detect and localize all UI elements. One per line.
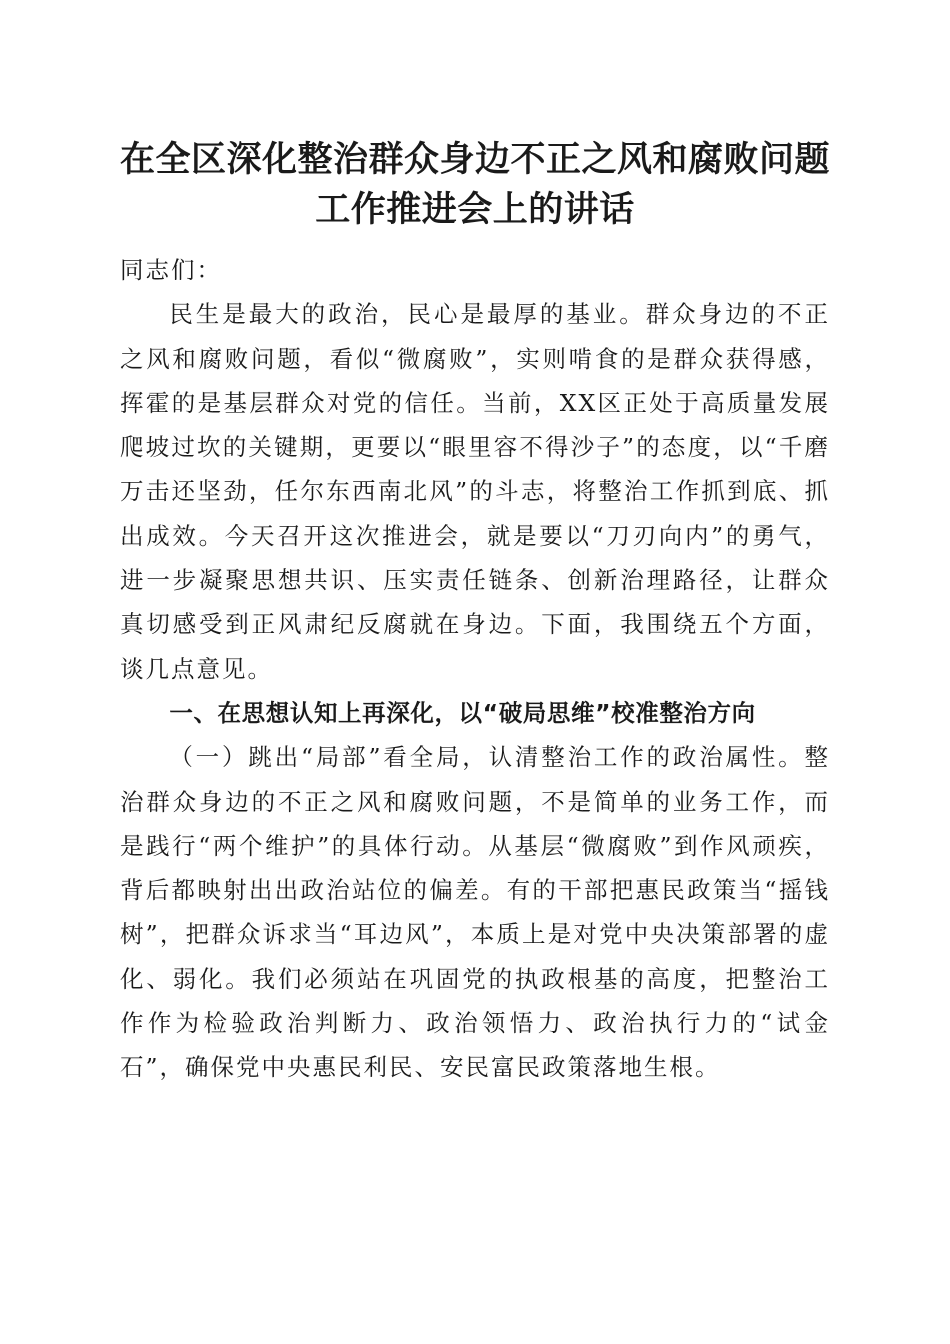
- document-title: [110, 135, 840, 235]
- salutation: 同志们：: [120, 256, 222, 284]
- intro-paragraph: 民生是最大的政治，民心是最厚的基业。群众身边的不正之风和腐败问题，看似“微腐败”，实则啃食的是群众获得感，挥霍的是基层群众对党的信任。当前，XX区正处于高质量发展爬坡过坎的关键期，更要以“眼里容不得沙子”的态度，以“千磨万击还坚劲，任尔东西南北风”的斗志，将整治工作抓到底、抓出成效。今天召开这次推进会，就是要以“刀刃向内”的勇气，进一步凝聚思想共识、压实责任链条、创新治理路径，让群众真切感受到正风肃纪反腐就在身边。下面，我围绕五个方面，谈几点意见。: [120, 300, 830, 683]
- document-body: [120, 248, 830, 1090]
- section-1-heading: 一、在思想认知上再深化，以“破局思维”校准整治方向: [169, 698, 756, 727]
- section-1-subsection-1: （一）跳出“局部”看全局，认清整治工作的政治属性。整治群众身边的不正之风和腐败问题，不是简单的业务工作，而是践行“两个维护”的具体行动。从基层“微腐败”到作风顽疾，背后都映射出出政治站位的偏差。有的干部把惠民政策当“摇钱树”，把群众诉求当“耳边风”，本质上是对党中央决策部署的虚化、弱化。我们必须站在巩固党的执政根基的高度，把整治工作作为检验政治判断力、政治领悟力、政治执行力的“试金石”，确保党中央惠民利民、安民富民政策落地生根。: [120, 743, 830, 1082]
- title-line-1: 在全区深化整治群众身边不正之风和腐败问题: [119, 139, 830, 180]
- title-line-2: 工作推进会上的讲话: [315, 189, 635, 230]
